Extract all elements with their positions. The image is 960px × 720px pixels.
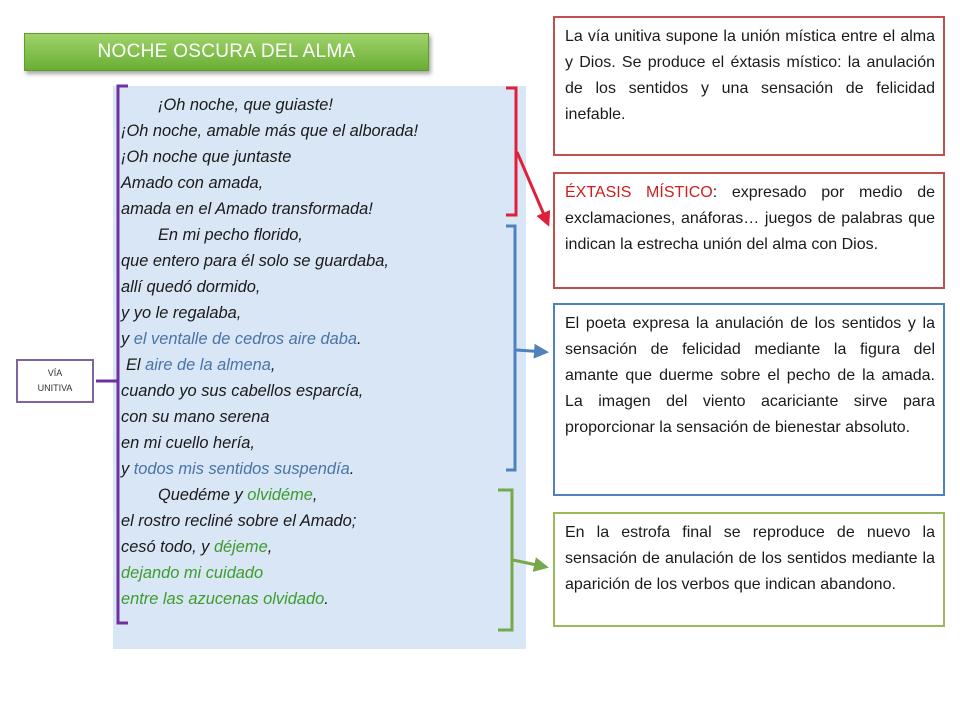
poem-text-run: , xyxy=(270,356,276,374)
poem-line: allí quedó dormido, xyxy=(121,278,261,296)
poem-text-run: . xyxy=(349,460,355,478)
poem-text-run: Quedéme y xyxy=(158,486,248,504)
red-arrow xyxy=(517,152,548,224)
poem-text-run: y xyxy=(121,460,134,478)
note-via-unitiva: La vía unitiva supone la unión mística entre el alma y Dios. Se produce el éxtasis místico: la anulación de los sentidos y una sensación de felicidad inefable. xyxy=(553,16,945,156)
poem-highlight-green: entre las azucenas olvidado xyxy=(121,590,325,608)
via-label-line: VÍA xyxy=(47,368,63,378)
title-banner: NOCHE OSCURA DEL ALMA xyxy=(24,33,429,71)
poem-highlight-green: olvidéme xyxy=(247,486,313,504)
green-bracket xyxy=(498,490,512,630)
poem-highlight-blue: todos mis sentidos suspendía xyxy=(133,460,350,478)
poem-highlight-blue: aire de la almena xyxy=(145,356,271,374)
poem-highlight-green: déjeme xyxy=(213,538,268,556)
purple-bracket xyxy=(118,86,128,623)
poem-line: ¡Oh noche que juntaste xyxy=(121,148,292,166)
poem-text-run: , xyxy=(312,486,318,504)
note-extasis-text: : expresado por medio de exclamaciones, anáforas… juegos de palabras que indican la estrecha unión del alma con Dios. xyxy=(565,184,936,253)
poem-line: ¡Oh noche, amable más que el alborada! xyxy=(121,122,419,140)
blue-bracket xyxy=(506,226,515,470)
poem-text-run: , xyxy=(267,538,273,556)
poem-line: ¡Oh noche, que guiaste! xyxy=(158,96,333,114)
poem-line: dejando mi cuidado xyxy=(121,564,264,582)
poem-text-run: . xyxy=(357,330,362,348)
poem-line: en mi cuello hería, xyxy=(121,434,255,452)
poem-line: con su mano serena xyxy=(121,408,270,426)
poem-line: amada en el Amado transformada! xyxy=(121,200,373,218)
note-extasis-label: ÉXTASIS MÍSTICO xyxy=(565,184,713,201)
note-estrofa-final: En la estrofa final se reproduce de nuevo la sensación de anulación de los sentidos mediante la aparición de los verbos que indican abandono. xyxy=(553,512,945,627)
poem-text-run: cesó todo, y xyxy=(121,538,214,556)
note-anulacion-sentidos: El poeta expresa la anulación de los sentidos y la sensación de felicidad mediante la figura del amante que duerme sobre el pecho de la amada. La imagen del viento acariciante sirve para proporcionar la sensación de bienestar absoluto. xyxy=(553,303,945,496)
green-arrow xyxy=(513,560,546,567)
poem-text-run: . xyxy=(324,590,329,608)
poem-highlight-blue: el ventalle de cedros aire daba xyxy=(133,330,357,348)
red-bracket xyxy=(506,88,516,215)
via-label-line: UNITIVA xyxy=(37,383,73,393)
poem-line: el rostro recliné sobre el Amado; xyxy=(121,512,357,530)
poem-text-run: El xyxy=(126,356,146,374)
poem-line: que entero para él solo se guardaba, xyxy=(121,252,389,270)
poem-line: Amado con amada, xyxy=(121,174,264,192)
poem-line: y yo le regalaba, xyxy=(121,304,242,322)
poem-text-run: y xyxy=(121,330,134,348)
poem-line: cuando yo sus cabellos esparcía, xyxy=(121,382,364,400)
blue-arrow xyxy=(516,350,546,352)
poem-line: En mi pecho florido, xyxy=(158,226,303,244)
